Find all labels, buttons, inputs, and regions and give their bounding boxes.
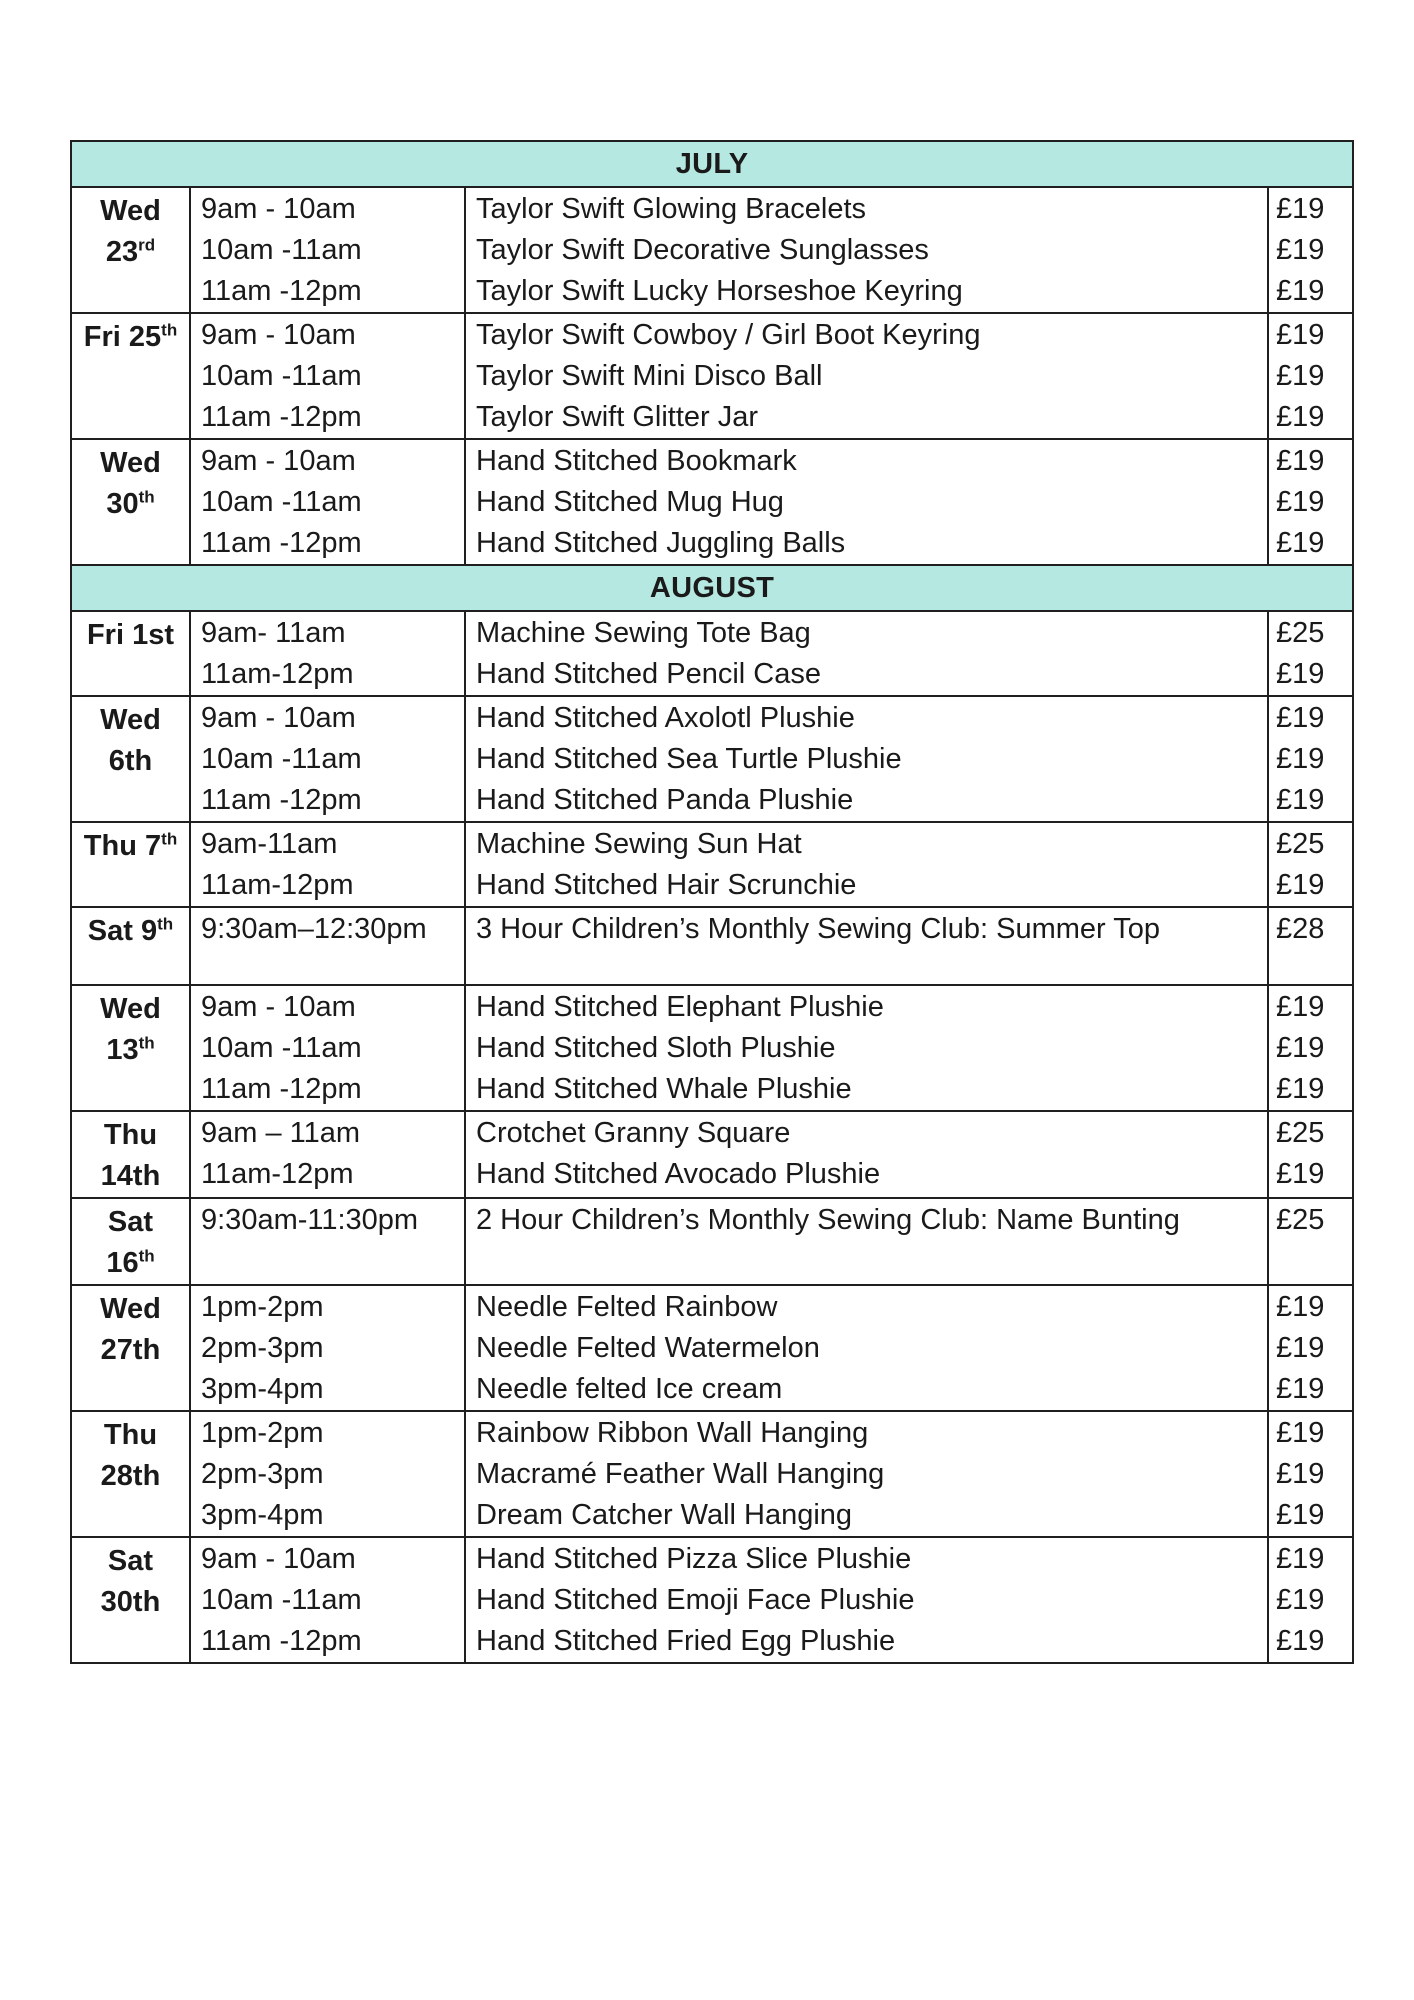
session-time: 2pm-3pm (201, 1332, 324, 1364)
day-ordinal-suffix: th (138, 1033, 155, 1053)
month-header-row (71, 565, 1353, 611)
session-times-cell (190, 1111, 465, 1198)
session-time: 2pm-3pm (201, 1458, 324, 1490)
day-name: Thu (83, 830, 137, 862)
day-date-cell (71, 1411, 190, 1537)
session-time: 10am -11am (201, 743, 362, 775)
session-prices-cell (1268, 1411, 1353, 1537)
session-activity: Taylor Swift Glitter Jar (476, 401, 758, 433)
session-time: 9am- 11am (201, 617, 346, 649)
day-number: 25 (128, 321, 162, 353)
session-activity: Macramé Feather Wall Hanging (476, 1458, 885, 1490)
session-time: 9am - 10am (201, 193, 356, 225)
session-price: £19 (1276, 193, 1325, 225)
day-number: 30 (106, 488, 139, 520)
day-ordinal-suffix: th (161, 320, 178, 340)
session-activities-cell (465, 696, 1268, 822)
session-price: £19 (1276, 401, 1325, 433)
session-activities-cell (465, 187, 1268, 313)
day-name: Wed (100, 993, 161, 1025)
day-row (71, 696, 1353, 822)
session-activity: Hand Stitched Juggling Balls (476, 527, 846, 559)
session-activity: Hand Stitched Axolotl Plushie (476, 702, 855, 734)
session-time: 9am - 10am (201, 1543, 356, 1575)
session-time: 9am - 10am (201, 319, 356, 351)
session-activity: Hand Stitched Sea Turtle Plushie (476, 743, 902, 775)
session-time: 11am-12pm (201, 869, 354, 901)
session-times-cell (190, 313, 465, 439)
day-ordinal-suffix: th (157, 914, 174, 934)
session-price: £19 (1276, 1332, 1325, 1364)
day-name: Wed (100, 704, 161, 736)
session-price: £19 (1276, 1373, 1325, 1405)
day-row (71, 439, 1353, 565)
session-activity: Hand Stitched Mug Hug (476, 486, 784, 518)
day-date-cell (71, 822, 190, 907)
session-price: £19 (1276, 1073, 1325, 1105)
session-activity: Taylor Swift Cowboy / Girl Boot Keyring (476, 319, 981, 351)
session-times-cell (190, 985, 465, 1111)
session-price: £19 (1276, 1158, 1325, 1190)
session-time: 11am -12pm (201, 1073, 362, 1105)
day-ordinal-suffix: rd (138, 235, 156, 255)
session-activity: Hand Stitched Hair Scrunchie (476, 869, 857, 901)
session-price: £19 (1276, 658, 1325, 690)
session-activity: Crotchet Granny Square (476, 1117, 791, 1149)
day-date-cell (71, 439, 190, 565)
session-activity: Machine Sewing Sun Hat (476, 828, 802, 860)
day-name: Wed (100, 195, 161, 227)
session-activity: 3 Hour Children’s Monthly Sewing Club: Summer Top (476, 913, 1160, 945)
session-prices-cell (1268, 985, 1353, 1111)
session-price: £25 (1276, 617, 1325, 649)
session-activities-cell (465, 1111, 1268, 1198)
session-time: 10am -11am (201, 360, 362, 392)
workshop-schedule-table (70, 140, 1354, 1664)
session-time: 3pm-4pm (201, 1499, 324, 1531)
day-number: 16 (106, 1247, 139, 1279)
session-activity: 2 Hour Children’s Monthly Sewing Club: Name Bunting (476, 1204, 1180, 1236)
session-price: £19 (1276, 1584, 1325, 1616)
session-price: £25 (1276, 1117, 1325, 1149)
day-number: 23 (105, 236, 139, 268)
session-prices-cell (1268, 822, 1353, 907)
day-row (71, 1285, 1353, 1411)
day-row (71, 822, 1353, 907)
session-times-cell (190, 439, 465, 565)
session-activity: Hand Stitched Avocado Plushie (476, 1158, 881, 1190)
session-time: 9am – 11am (201, 1117, 361, 1149)
day-ordinal-suffix: th (161, 829, 178, 849)
session-time: 11am-12pm (201, 1158, 354, 1190)
day-row (71, 985, 1353, 1111)
session-time: 9:30am-11:30pm (201, 1204, 419, 1236)
session-price: £19 (1276, 784, 1325, 816)
session-price: £19 (1276, 869, 1325, 901)
session-activities-cell (465, 1411, 1268, 1537)
session-activity: Needle Felted Watermelon (476, 1332, 820, 1364)
session-activity: Hand Stitched Panda Plushie (476, 784, 854, 816)
session-time: 11am-12pm (201, 658, 354, 690)
session-activities-cell (465, 907, 1268, 985)
session-time: 3pm-4pm (201, 1373, 324, 1405)
session-activity: Hand Stitched Fried Egg Plushie (476, 1625, 896, 1657)
session-activity: Hand Stitched Pencil Case (476, 658, 821, 690)
day-row (71, 187, 1353, 313)
session-activity: Hand Stitched Whale Plushie (476, 1073, 852, 1105)
session-times-cell (190, 696, 465, 822)
session-time: 11am -12pm (201, 275, 362, 307)
day-row (71, 611, 1353, 696)
day-date-cell (71, 187, 190, 313)
session-price: £25 (1276, 828, 1325, 860)
session-activities-cell (465, 439, 1268, 565)
day-number: 13 (106, 1034, 139, 1066)
session-price: £19 (1276, 1625, 1325, 1657)
session-time: 10am -11am (201, 1584, 362, 1616)
session-price: £19 (1276, 1499, 1325, 1531)
session-price: £19 (1276, 1458, 1325, 1490)
day-date-cell (71, 696, 190, 822)
session-activities-cell (465, 822, 1268, 907)
day-row (71, 1111, 1353, 1198)
day-date-cell (71, 313, 190, 439)
day-date-cell (71, 611, 190, 696)
session-time: 9am - 10am (201, 702, 356, 734)
day-row (71, 1411, 1353, 1537)
session-price: £19 (1276, 1417, 1325, 1449)
day-date-cell (71, 985, 190, 1111)
session-times-cell (190, 1285, 465, 1411)
session-activity: Dream Catcher Wall Hanging (476, 1499, 853, 1531)
session-activity: Machine Sewing Tote Bag (476, 617, 811, 649)
day-name: Sat (107, 1545, 154, 1577)
session-time: 10am -11am (201, 486, 362, 518)
session-times-cell (190, 1537, 465, 1663)
session-prices-cell (1268, 187, 1353, 313)
day-row (71, 313, 1353, 439)
day-number: 7 (145, 830, 162, 862)
session-time: 11am -12pm (201, 401, 362, 433)
day-number: 27th (100, 1334, 161, 1366)
session-time: 1pm-2pm (201, 1417, 324, 1449)
day-name: Fri (86, 619, 125, 651)
session-price: £19 (1276, 1032, 1325, 1064)
session-price: £19 (1276, 702, 1325, 734)
day-date-cell (71, 1285, 190, 1411)
session-prices-cell (1268, 907, 1353, 985)
blank-line (466, 950, 1267, 984)
month-title: AUGUST (71, 565, 1353, 611)
session-price: £19 (1276, 527, 1325, 559)
session-activity: Needle felted Ice cream (476, 1373, 783, 1405)
month-title: JULY (71, 141, 1353, 187)
session-price: £19 (1276, 1543, 1325, 1575)
session-activity: Hand Stitched Emoji Face Plushie (476, 1584, 915, 1616)
session-price: £19 (1276, 486, 1325, 518)
day-name: Sat (107, 1206, 154, 1238)
session-times-cell (190, 822, 465, 907)
session-activities-cell (465, 611, 1268, 696)
schedule-body (71, 141, 1353, 1663)
day-row (71, 907, 1353, 985)
day-ordinal-suffix: th (138, 1246, 155, 1266)
day-row (71, 1537, 1353, 1663)
session-activities-cell (465, 1198, 1268, 1285)
session-price: £25 (1276, 1204, 1325, 1236)
session-times-cell (190, 907, 465, 985)
session-price: £19 (1276, 234, 1325, 266)
session-activities-cell (465, 1537, 1268, 1663)
day-row (71, 1198, 1353, 1285)
session-time: 11am -12pm (201, 1625, 362, 1657)
session-activity: Taylor Swift Lucky Horseshoe Keyring (476, 275, 963, 307)
day-number: 9 (141, 915, 158, 947)
session-price: £19 (1276, 319, 1325, 351)
day-number: 14th (100, 1160, 161, 1192)
session-activities-cell (465, 313, 1268, 439)
day-number: 6th (108, 745, 153, 777)
session-price: £19 (1276, 1291, 1325, 1323)
session-time: 9am-11am (201, 828, 338, 860)
session-activities-cell (465, 985, 1268, 1111)
session-price: £19 (1276, 445, 1325, 477)
session-times-cell (190, 187, 465, 313)
session-time: 1pm-2pm (201, 1291, 324, 1323)
session-times-cell (190, 1198, 465, 1285)
month-header-row (71, 141, 1353, 187)
session-price: £19 (1276, 743, 1325, 775)
session-activities-cell (465, 1285, 1268, 1411)
session-activity: Hand Stitched Sloth Plushie (476, 1032, 836, 1064)
day-name: Thu (103, 1119, 158, 1151)
session-activity: Needle Felted Rainbow (476, 1291, 778, 1323)
session-time: 10am -11am (201, 234, 362, 266)
day-date-cell (71, 1111, 190, 1198)
session-activity: Hand Stitched Elephant Plushie (476, 991, 884, 1023)
session-prices-cell (1268, 696, 1353, 822)
session-activity: Taylor Swift Decorative Sunglasses (476, 234, 929, 266)
session-time: 10am -11am (201, 1032, 362, 1064)
session-price: £19 (1276, 991, 1325, 1023)
day-date-cell (71, 907, 190, 985)
day-date-cell (71, 1537, 190, 1663)
session-time: 9am - 10am (201, 445, 356, 477)
session-prices-cell (1268, 439, 1353, 565)
day-name: Fri (83, 321, 121, 353)
session-times-cell (190, 611, 465, 696)
day-name: Wed (100, 447, 161, 479)
session-activity: Taylor Swift Mini Disco Ball (476, 360, 823, 392)
session-activity: Hand Stitched Bookmark (476, 445, 797, 477)
session-prices-cell (1268, 313, 1353, 439)
session-time: 9am - 10am (201, 991, 356, 1023)
day-number: 28th (100, 1460, 161, 1492)
session-activity: Taylor Swift Glowing Bracelets (476, 193, 867, 225)
blank-line (191, 950, 464, 984)
blank-line (1269, 950, 1352, 984)
day-date-cell (71, 1198, 190, 1285)
session-prices-cell (1268, 1537, 1353, 1663)
session-prices-cell (1268, 611, 1353, 696)
session-prices-cell (1268, 1285, 1353, 1411)
session-time: 9:30am–12:30pm (201, 913, 427, 945)
day-ordinal-suffix: th (138, 487, 155, 507)
session-price: £19 (1276, 360, 1325, 392)
day-number: 30th (100, 1586, 161, 1618)
session-activity: Rainbow Ribbon Wall Hanging (476, 1417, 869, 1449)
day-name: Thu (103, 1419, 158, 1451)
day-name: Sat (87, 915, 133, 947)
day-name: Wed (100, 1293, 161, 1325)
session-activity: Hand Stitched Pizza Slice Plushie (476, 1543, 912, 1575)
session-prices-cell (1268, 1198, 1353, 1285)
session-time: 11am -12pm (201, 784, 362, 816)
session-times-cell (190, 1411, 465, 1537)
session-price: £28 (1276, 913, 1325, 945)
session-prices-cell (1268, 1111, 1353, 1198)
session-price: £19 (1276, 275, 1325, 307)
day-number: 1st (132, 619, 175, 651)
session-time: 11am -12pm (201, 527, 362, 559)
